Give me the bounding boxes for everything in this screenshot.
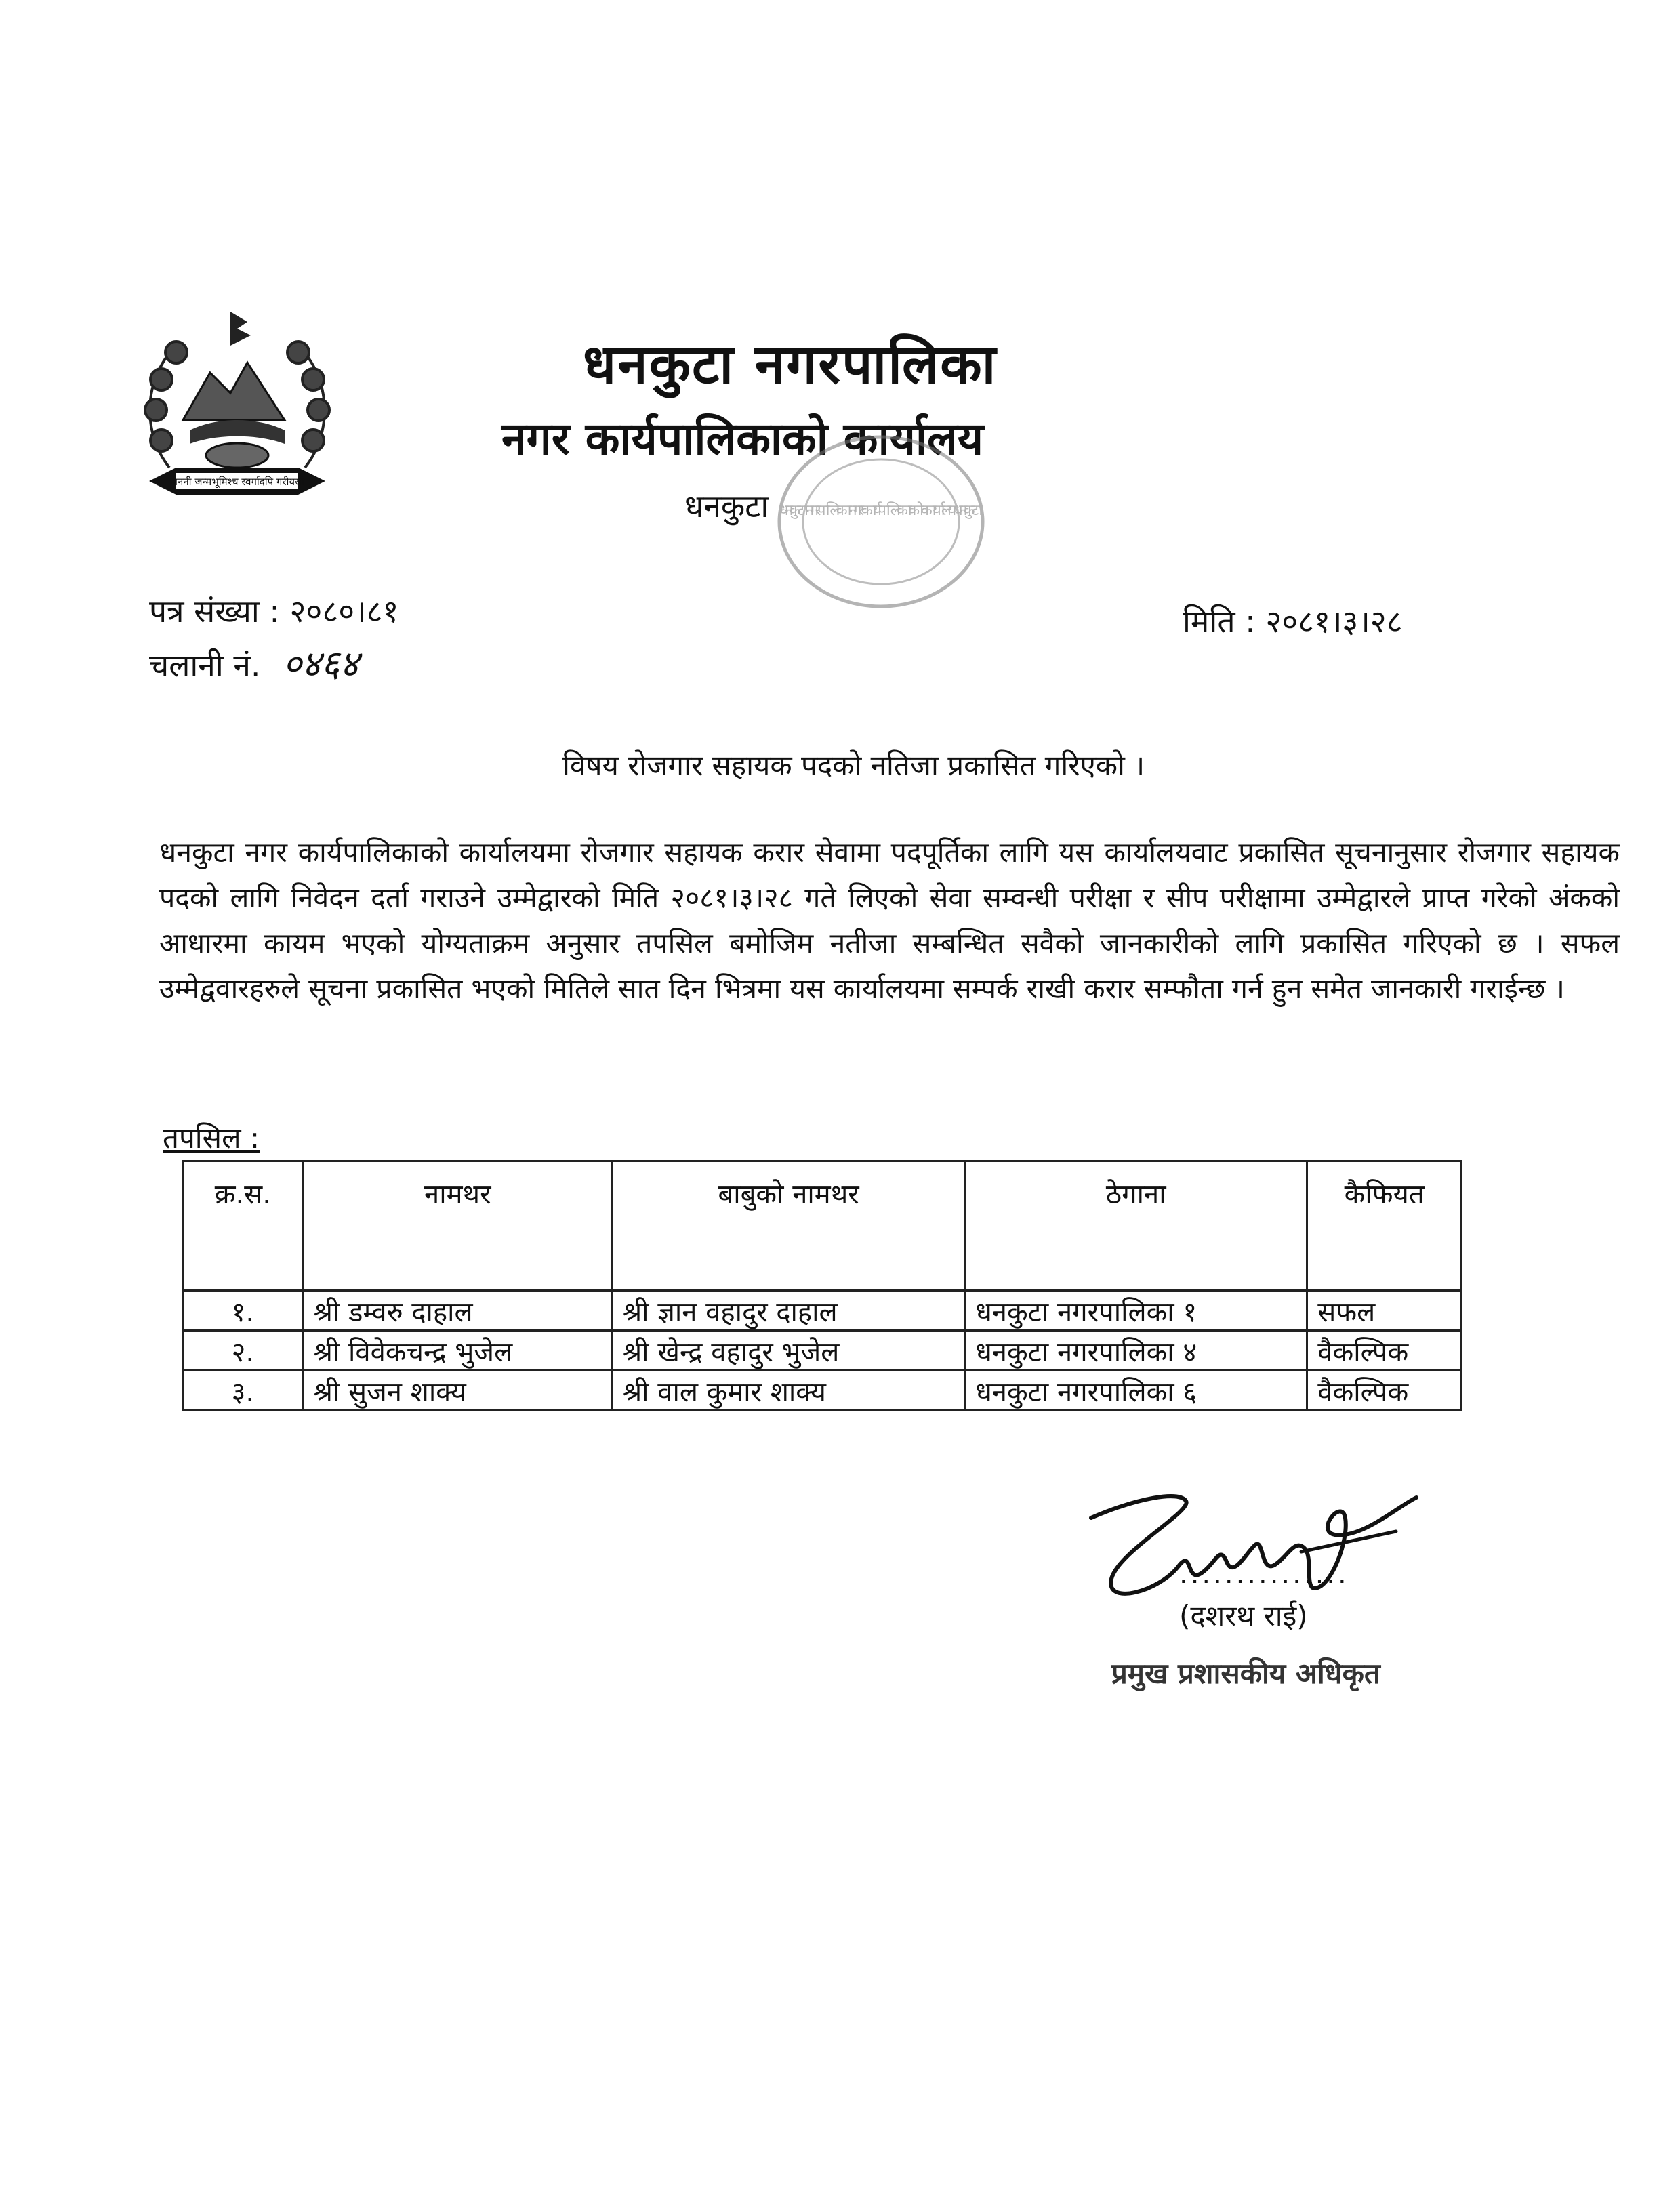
cell-name: श्री सुजन शाक्य [303,1371,612,1411]
letter-subject: विषय रोजगार सहायक पदको नतिजा प्रकासित गरिएको । [562,749,1145,782]
cell-serial: २. [183,1331,304,1371]
reference-label: पत्र संख्या : [149,593,280,629]
reference-number [149,590,398,632]
office-subtitle: नगर कार्यपालिकाको कार्यालय [501,413,983,465]
cell-remark: वैकल्पिक [1307,1371,1462,1411]
schedule-label: तपसिल : [163,1121,260,1155]
header-address: ठेगाना [965,1161,1307,1291]
results-table [182,1160,1462,1411]
cell-father-name: श्री ज्ञान वहादुर दाहाल [612,1291,964,1331]
dispatch-number [149,637,358,687]
office-title: धनकुटा नगरपालिका [583,333,998,396]
header-name: नामथर [303,1161,612,1291]
reference-value: २०८०।८१ [289,593,399,629]
letter-date [1183,600,1403,642]
cell-father-name: श्री खेन्द्र वहादुर भुजेल [612,1331,964,1371]
nepal-government-emblem-icon [129,298,346,515]
cell-address: धनकुटा नगरपालिका ४ [965,1331,1307,1371]
cell-remark: वैकल्पिक [1307,1331,1462,1371]
emblem-motto: जननी जन्मभूमिश्च स्वर्गादपि गरीयसी [169,476,305,488]
table-row [183,1331,1462,1371]
cell-address: धनकुटा नगरपालिका ६ [965,1371,1307,1411]
office-round-stamp-icon [759,420,1003,623]
letter-body: धनकुटा नगर कार्यपालिकाको कार्यालयमा रोजगार सहायक करार सेवामा पदपूर्तिका लागि यस कार्यालयवाट प्रकासित सूचनानुसार रोजगार सहायक पदको लागि निवेदन दर्ता गराउने उम्मेद्वारको मिति २०८१।३।२८ गते लिएको सेवा सम्वन्धी परीक्षा र सीप परीक्षामा उम्मेद्वारले प्राप्त गरेको अंकको आधारमा कायम भएको योग्यताक्रम अनुसार तपसिल बमोजिम नतीजा सम्बन्धित सवैको जानकारीको लागि प्रकासित गरिएको छ । सफल उम्मेद्ववारहरुले सूचना प्रकासित भएको मितिले सात दिन भित्रमा यस कार्यालयमा सम्पर्क राखी करार सम्फौता गर्न हुन समेत जानकारी गराईन्छ । [159,836,1620,1005]
date-value: २०८१।३।२८ [1265,603,1403,640]
cell-address: धनकुटा नगरपालिका १ [965,1291,1307,1331]
date-label: मिति : [1183,603,1256,640]
signature-line: ............... [1179,1559,1349,1590]
header-father-name: बाबुको नामथर [612,1161,964,1291]
cell-remark: सफल [1307,1291,1462,1331]
stamp-text: धनकुटा नगरपालिका नगर कार्यपालिकाको कार्यालय धनकुटा [779,502,983,519]
table-row [183,1371,1462,1411]
cell-name: श्री विवेकचन्द्र भुजेल [303,1331,612,1371]
cell-name: श्री डम्वरु दाहाल [303,1291,612,1331]
signer-name: (दशरथ राई) [1179,1599,1308,1632]
cell-father-name: श्री वाल कुमार शाक्य [612,1371,964,1411]
signer-title: प्रमुख प्रशासकीय अधिकृत [1111,1657,1380,1690]
cell-serial: १. [183,1291,304,1331]
table-header-row [183,1161,1462,1291]
table-row [183,1291,1462,1331]
cell-serial: ३. [183,1371,304,1411]
office-place: धनकुटा [684,488,769,524]
dispatch-label: चलानी नं. [149,647,261,684]
header-remark: कैफियत [1307,1161,1462,1291]
dispatch-value: ०४६४ [283,642,359,685]
header-serial: क्र.स. [183,1161,304,1291]
